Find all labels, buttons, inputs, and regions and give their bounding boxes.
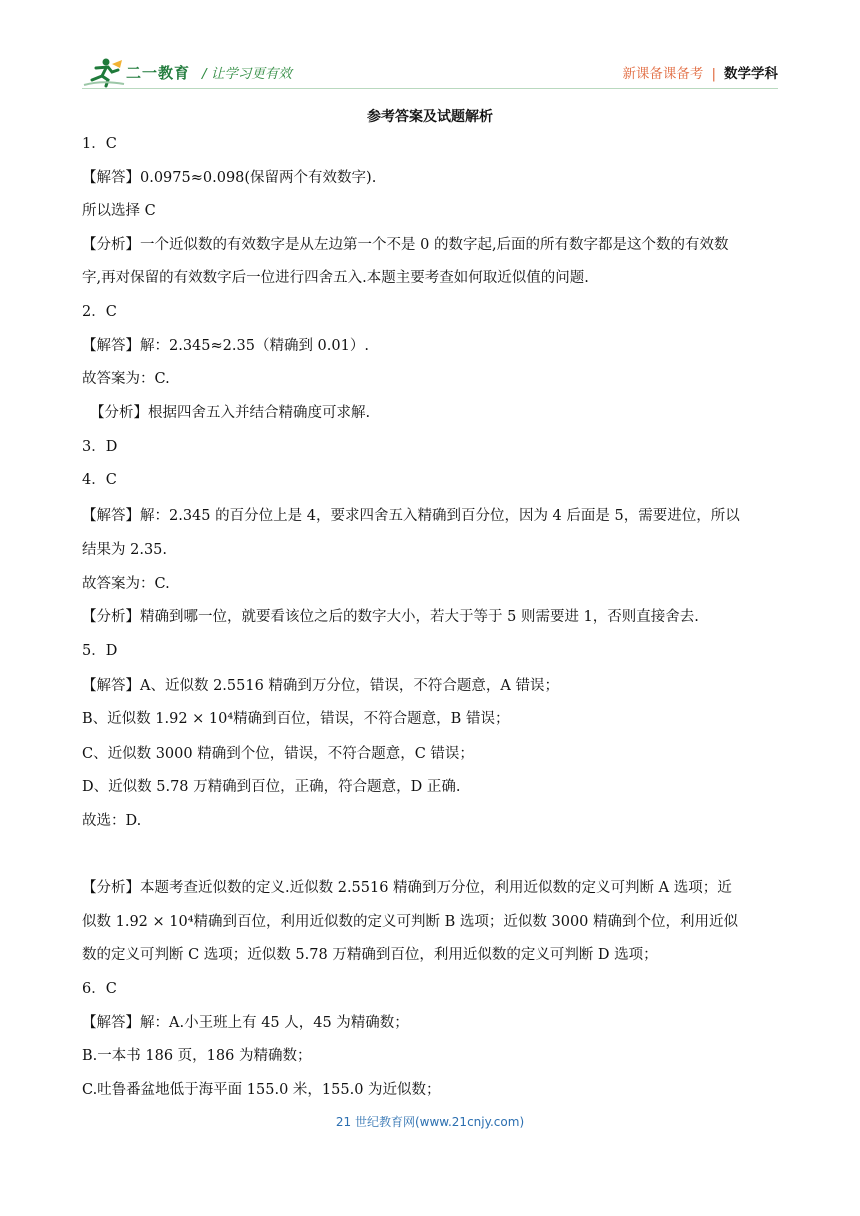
runner-logo-icon [82, 56, 126, 88]
page-header [82, 56, 778, 90]
text-line: 故选：D. [82, 813, 142, 829]
text-line: 2．C [82, 304, 117, 320]
text-line: 【分析】根据四舍五入并结合精确度可求解. [90, 405, 371, 421]
header-subject: 数学学科 [724, 66, 778, 82]
text-line: 【解答】解：2.345≈2.35（精确到 0.01）. [82, 338, 369, 354]
text-line: 5．D [82, 643, 118, 659]
text-line: 【分析】精确到哪一位，就要看该位之后的数字大小，若大于等于 5 则需要进 1，否则直接舍去. [82, 609, 699, 625]
text-line: 结果为 2.35. [82, 542, 168, 558]
text-line: C.吐鲁番盆地低于海平面 155.0 米，155.0 为近似数； [82, 1082, 441, 1098]
header-divider [82, 88, 778, 89]
text-line: 1．C [82, 136, 117, 152]
header-right [622, 62, 778, 82]
text-line: 3．D [82, 439, 118, 455]
logo-text: 二一教育 [126, 64, 191, 82]
header-slogan: / 让学习更有效 [202, 66, 292, 82]
page-title: 参考答案及试题解析 [367, 109, 493, 125]
text-line: 【分析】一个近似数的有效数字是从左边第一个不是 0 的数字起,后面的所有数字都是这个数的有效数 [82, 237, 729, 253]
page-footer: 21 世纪教育网(www.21cnjy.com) [335, 1115, 525, 1129]
text-line: B.一本书 186 页，186 为精确数； [82, 1048, 312, 1064]
text-line: 【分析】本题考查近似数的定义.近似数 2.5516 精确到万分位，利用近似数的定义可判断 A 选项；近 [82, 880, 732, 896]
text-line: 所以选择 C [82, 203, 156, 219]
text-line: 似数 1.92 × 10⁴精确到百位，利用近似数的定义可判断 B 选项；近似数 3000 精确到个位，利用近似 [82, 914, 739, 930]
text-line: 6．C [82, 981, 117, 997]
text-line: 【解答】0.0975≈0.098(保留两个有效数字). [82, 170, 377, 186]
text-line: 数的定义可判断 C 选项；近似数 5.78 万精确到百位，利用近似数的定义可判断 D 选项； [82, 947, 658, 963]
text-line: 【解答】解：2.345 的百分位上是 4，要求四舍五入精确到百分位，因为 4 后面是 5，需要进位，所以 [82, 508, 740, 524]
text-line: C、近似数 3000 精确到个位，错误，不符合题意，C 错误； [82, 746, 474, 762]
text-line: B、近似数 1.92 × 10⁴精确到百位，错误，不符合题意，B 错误； [82, 711, 510, 727]
text-line: 【解答】A、近似数 2.5516 精确到万分位，错误，不符合题意，A 错误； [82, 678, 560, 694]
header-separator: | [711, 66, 716, 82]
text-line: 【解答】解：A.小王班上有 45 人，45 为精确数； [82, 1015, 409, 1031]
header-series: 新课备课备考 [622, 66, 704, 82]
text-line: 字,再对保留的有效数字后一位进行四舍五入.本题主要考查如何取近似值的问题. [82, 270, 589, 286]
text-line: 故答案为：C. [82, 576, 170, 592]
text-line: 4．C [82, 472, 117, 488]
logo [82, 56, 192, 88]
text-line: 故答案为：C. [82, 371, 170, 387]
text-line: D、近似数 5.78 万精确到百位，正确，符合题意，D 正确. [82, 779, 461, 795]
